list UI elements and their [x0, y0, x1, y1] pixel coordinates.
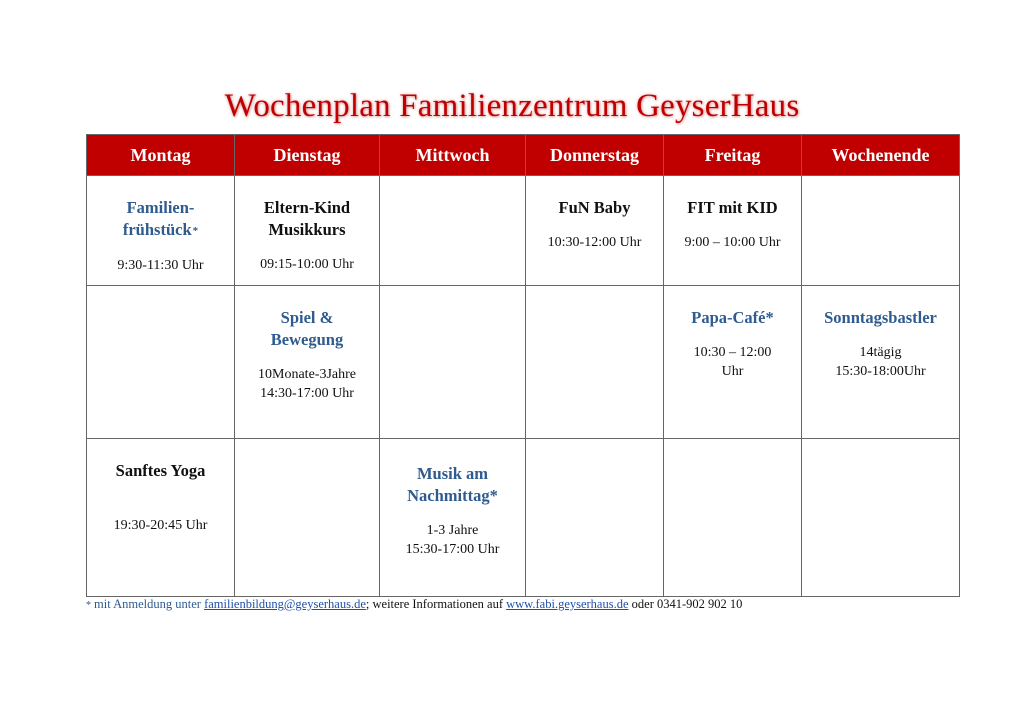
event-title: Musik am Nachmittag*	[407, 464, 498, 505]
cell-mittwoch-2	[380, 286, 526, 439]
cell-wochenende-2	[802, 286, 960, 439]
cell-freitag-1	[664, 176, 802, 286]
event-title: Sonntagsbastler	[824, 308, 937, 327]
day-header-montag: Montag	[87, 135, 235, 176]
cell-freitag-2	[664, 286, 802, 439]
event-details: 10Monate-3Jahre 14:30-17:00 Uhr	[258, 367, 356, 401]
event-title: FIT mit KID	[687, 198, 778, 217]
cell-wochenende-3	[802, 439, 960, 597]
cell-wochenende-1	[802, 176, 960, 286]
event-time: 09:15-10:00 Uhr	[260, 257, 354, 272]
footer-note	[86, 597, 742, 612]
event-title: Papa-Café*	[691, 308, 774, 327]
cell-montag-3	[87, 439, 235, 597]
schedule-row-3	[87, 439, 960, 597]
event-title: Familien- frühstück*	[122, 198, 199, 239]
email-link[interactable]: familienbildung@geyserhaus.de	[204, 597, 366, 611]
weekly-schedule-table	[86, 134, 960, 597]
event-title: Eltern-Kind Musikkurs	[263, 198, 351, 239]
schedule-row-2	[87, 286, 960, 439]
day-header-row	[87, 135, 960, 176]
page-title: Wochenplan Familienzentrum GeyserHaus	[224, 88, 800, 124]
cell-montag-1	[87, 176, 235, 286]
event-time: 10:30 – 12:00 Uhr	[693, 345, 772, 379]
cell-montag-2	[87, 286, 235, 439]
footer-middle: ; weitere Informationen auf	[365, 597, 503, 611]
footer-prefix: mit Anmeldung unter	[94, 597, 201, 611]
registration-star-icon: *	[192, 225, 199, 237]
cell-mittwoch-3	[380, 439, 526, 597]
registration-star-icon: *	[86, 600, 91, 611]
cell-dienstag-1	[235, 176, 380, 286]
event-time: 10:30-12:00 Uhr	[547, 235, 642, 250]
event-title: Spiel & Bewegung	[270, 308, 344, 349]
event-time: 19:30-20:45 Uhr	[113, 518, 208, 533]
event-time: 9:00 – 10:00 Uhr	[684, 235, 781, 250]
cell-donnerstag-3	[526, 439, 664, 597]
footer-phone: oder 0341-902 902 10	[631, 597, 743, 611]
cell-mittwoch-1	[380, 176, 526, 286]
event-details: 1-3 Jahre 15:30-17:00 Uhr	[405, 523, 500, 557]
event-details: 14tägig 15:30-18:00Uhr	[835, 345, 926, 379]
event-time: 9:30-11:30 Uhr	[117, 258, 204, 273]
schedule-row-1	[87, 176, 960, 286]
cell-dienstag-3	[235, 439, 380, 597]
day-header-donnerstag: Donnerstag	[526, 135, 664, 176]
cell-donnerstag-2	[526, 286, 664, 439]
website-link[interactable]: www.fabi.geyserhaus.de	[506, 597, 629, 611]
day-header-dienstag: Dienstag	[235, 135, 380, 176]
day-header-freitag: Freitag	[664, 135, 802, 176]
cell-dienstag-2	[235, 286, 380, 439]
day-header-mittwoch: Mittwoch	[380, 135, 526, 176]
event-title: FuN Baby	[558, 198, 631, 217]
day-header-wochenende: Wochenende	[802, 135, 960, 176]
event-title: Sanftes Yoga	[115, 461, 206, 480]
cell-donnerstag-1	[526, 176, 664, 286]
cell-freitag-3	[664, 439, 802, 597]
